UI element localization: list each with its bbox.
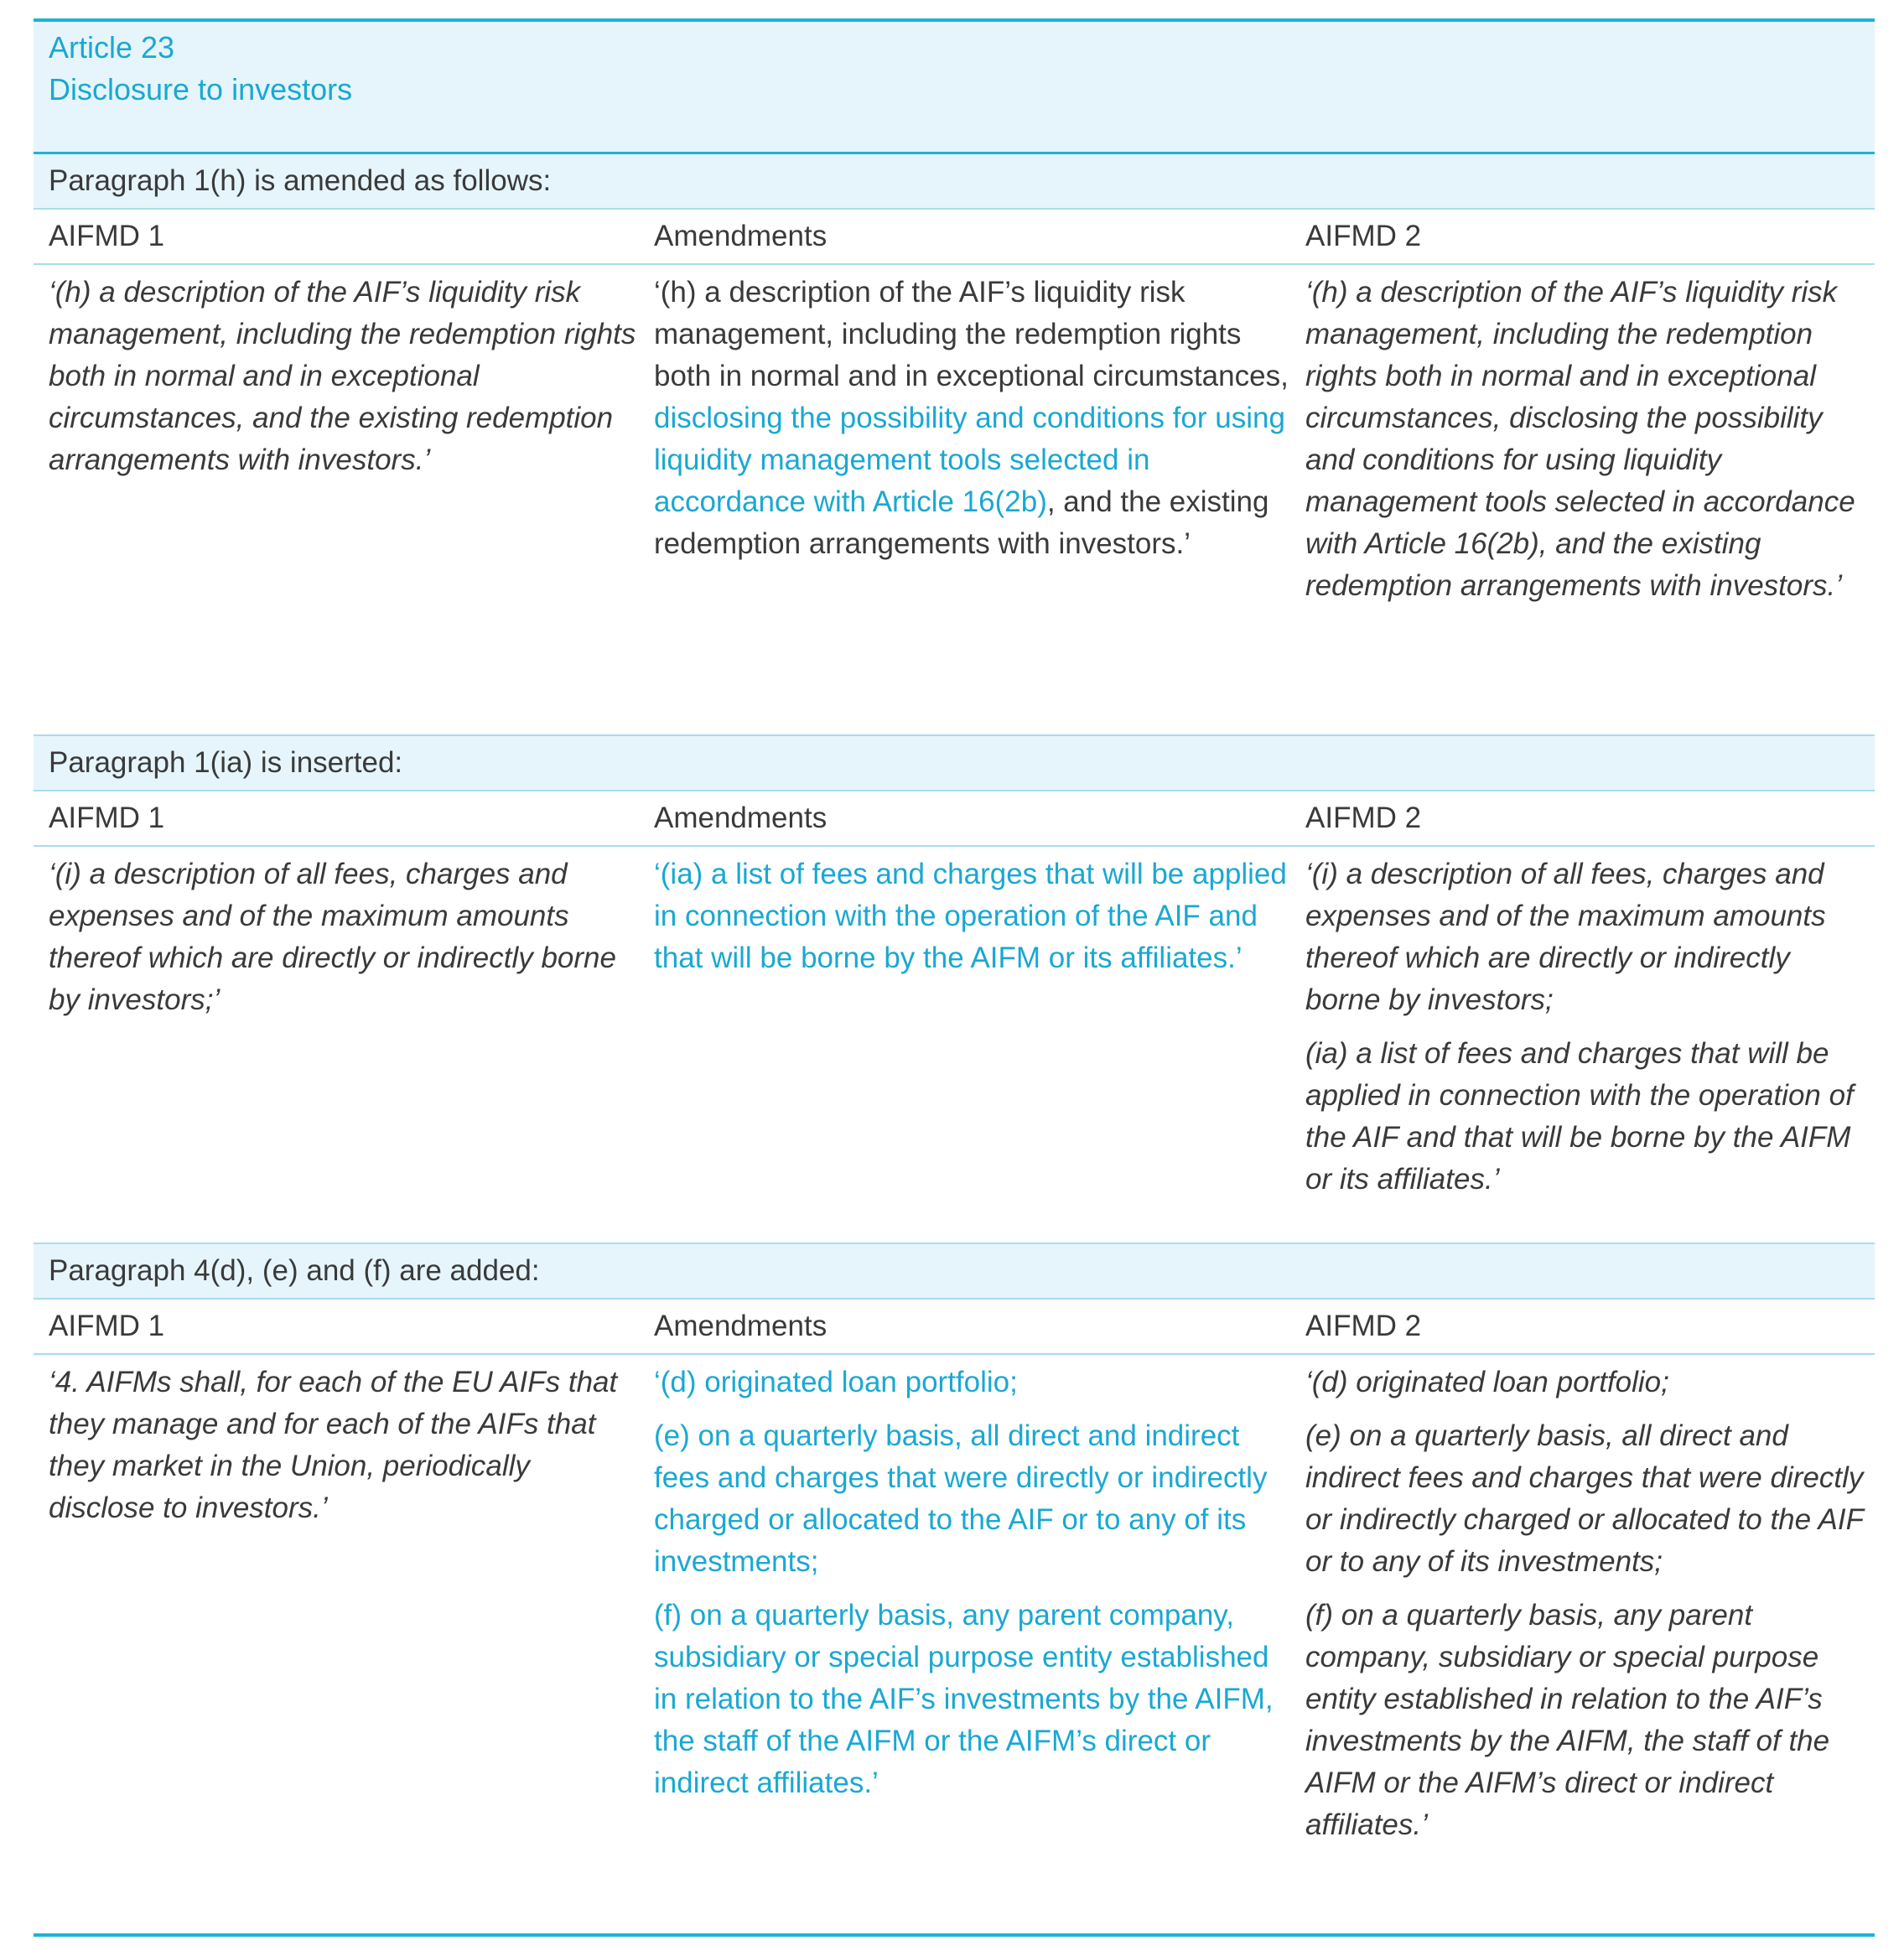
article-number: Article 23 — [49, 30, 175, 65]
column-header-amendments: Amendments — [654, 1310, 827, 1342]
unchanged-text: ‘(h) a description of the AIF’s liquidity risk management, including the redemption rights both in normal and in exceptional circumstances, — [654, 276, 1289, 392]
column-header-row — [34, 791, 1875, 847]
amendments-paragraph — [654, 272, 1289, 565]
aifmd2-paragraph: (e) on a quarterly basis, all direct and indirect fees and charges that were directly or indirectly charged or allocated to the AIF or to any of its investments; — [1305, 1419, 1864, 1578]
column-header-row — [34, 1300, 1875, 1355]
aifmd2-text — [1297, 272, 1875, 734]
aifmd2-text — [1297, 853, 1875, 1243]
aifmd2-paragraph: ‘(d) originated loan portfolio; — [1305, 1366, 1669, 1398]
column-header-aifmd2: AIFMD 2 — [1305, 220, 1422, 252]
aifmd2-text — [1297, 1362, 1875, 1933]
section-paragraph-1h — [34, 154, 1875, 736]
column-header-aifmd1: AIFMD 1 — [49, 220, 165, 252]
section-body-row — [34, 265, 1875, 734]
section-body-row — [34, 847, 1875, 1243]
article-title: Disclosure to investors — [49, 72, 353, 106]
section-intro: Paragraph 1(ia) is inserted: — [34, 736, 1875, 791]
column-header-amendments: Amendments — [654, 802, 827, 834]
column-header-row — [34, 210, 1875, 265]
column-header-aifmd2: AIFMD 2 — [1305, 1310, 1422, 1342]
aifmd1-paragraph: ‘(i) a description of all fees, charges and expenses and of the maximum amounts thereof which are directly or indirectly borne by investors;’ — [49, 858, 616, 1016]
unchanged-text: , and the existing redemption arrangements with investors.’ — [654, 485, 1269, 560]
amendments-paragraph: ‘(ia) a list of fees and charges that will be applied in connection with the operation of the AIF and that will be borne by the AIFM or its affiliates.’ — [654, 858, 1287, 974]
aifmd1-text — [34, 1362, 646, 1933]
aifmd1-text — [34, 853, 646, 1243]
amendments-paragraph: (f) on a quarterly basis, any parent company, subsidiary or special purpose entity established in relation to the AIF’s investments by the AIFM, the staff of the AIFM or the AIFM’s direct or indirect affiliates.’ — [654, 1599, 1274, 1799]
column-header-aifmd1: AIFMD 1 — [49, 802, 165, 834]
column-header-aifmd2: AIFMD 2 — [1305, 802, 1422, 834]
aifmd1-paragraph: ‘(h) a description of the AIF’s liquidity risk management, including the redemption rights both in normal and in exceptional circumstances, and the existing redemption arrangements with investors.’ — [49, 276, 636, 476]
aifmd2-paragraph: ‘(i) a description of all fees, charges and expenses and of the maximum amounts thereof which are directly or indirectly borne by investors; — [1305, 858, 1826, 1016]
amendments-text — [646, 272, 1297, 734]
aifmd2-paragraph: ‘(h) a description of the AIF’s liquidity risk management, including the redemption rights both in normal and in exceptional circumstances, disclosing the possibility and conditions for using liquidity management tools selected in accordance with Article 16(2b), and the existing redemption arrangements with investors.’ — [1305, 276, 1855, 602]
section-paragraph-1ia — [34, 736, 1875, 1244]
aifmd1-paragraph: ‘4. AIFMs shall, for each of the EU AIFs that they manage and for each of the AIFs that they market in the Union, periodically disclose to investors.’ — [49, 1366, 618, 1524]
column-header-amendments: Amendments — [654, 220, 827, 252]
amendments-paragraph: (e) on a quarterly basis, all direct and indirect fees and charges that were directly or indirectly charged or allocated to the AIF or to any of its investments; — [654, 1419, 1268, 1578]
amendments-text — [646, 853, 1297, 1243]
aifmd2-paragraph: (f) on a quarterly basis, any parent company, subsidiary or special purpose entity established in relation to the AIF’s investments by the AIFM, the staff of the AIFM or the AIFM’s direct or indirect affiliates.’ — [1305, 1599, 1830, 1841]
amendments-paragraph: ‘(d) originated loan portfolio; — [654, 1366, 1018, 1398]
section-paragraph-4 — [34, 1244, 1875, 1937]
article-header — [34, 22, 1875, 154]
section-body-row — [34, 1355, 1875, 1933]
amended-text: disclosing the possibility and conditions for using liquidity management tools selected in accordance with Article 16(2b) — [654, 402, 1285, 518]
amendments-text — [646, 1362, 1297, 1933]
article-comparison-table — [34, 18, 1875, 1937]
column-header-aifmd1: AIFMD 1 — [49, 1310, 165, 1342]
section-intro: Paragraph 4(d), (e) and (f) are added: — [34, 1244, 1875, 1300]
aifmd2-paragraph: (ia) a list of fees and charges that will be applied in connection with the operation of the AIF and that will be borne by the AIFM or its affiliates.’ — [1305, 1037, 1854, 1196]
aifmd1-text — [34, 272, 646, 734]
section-intro: Paragraph 1(h) is amended as follows: — [34, 154, 1875, 210]
